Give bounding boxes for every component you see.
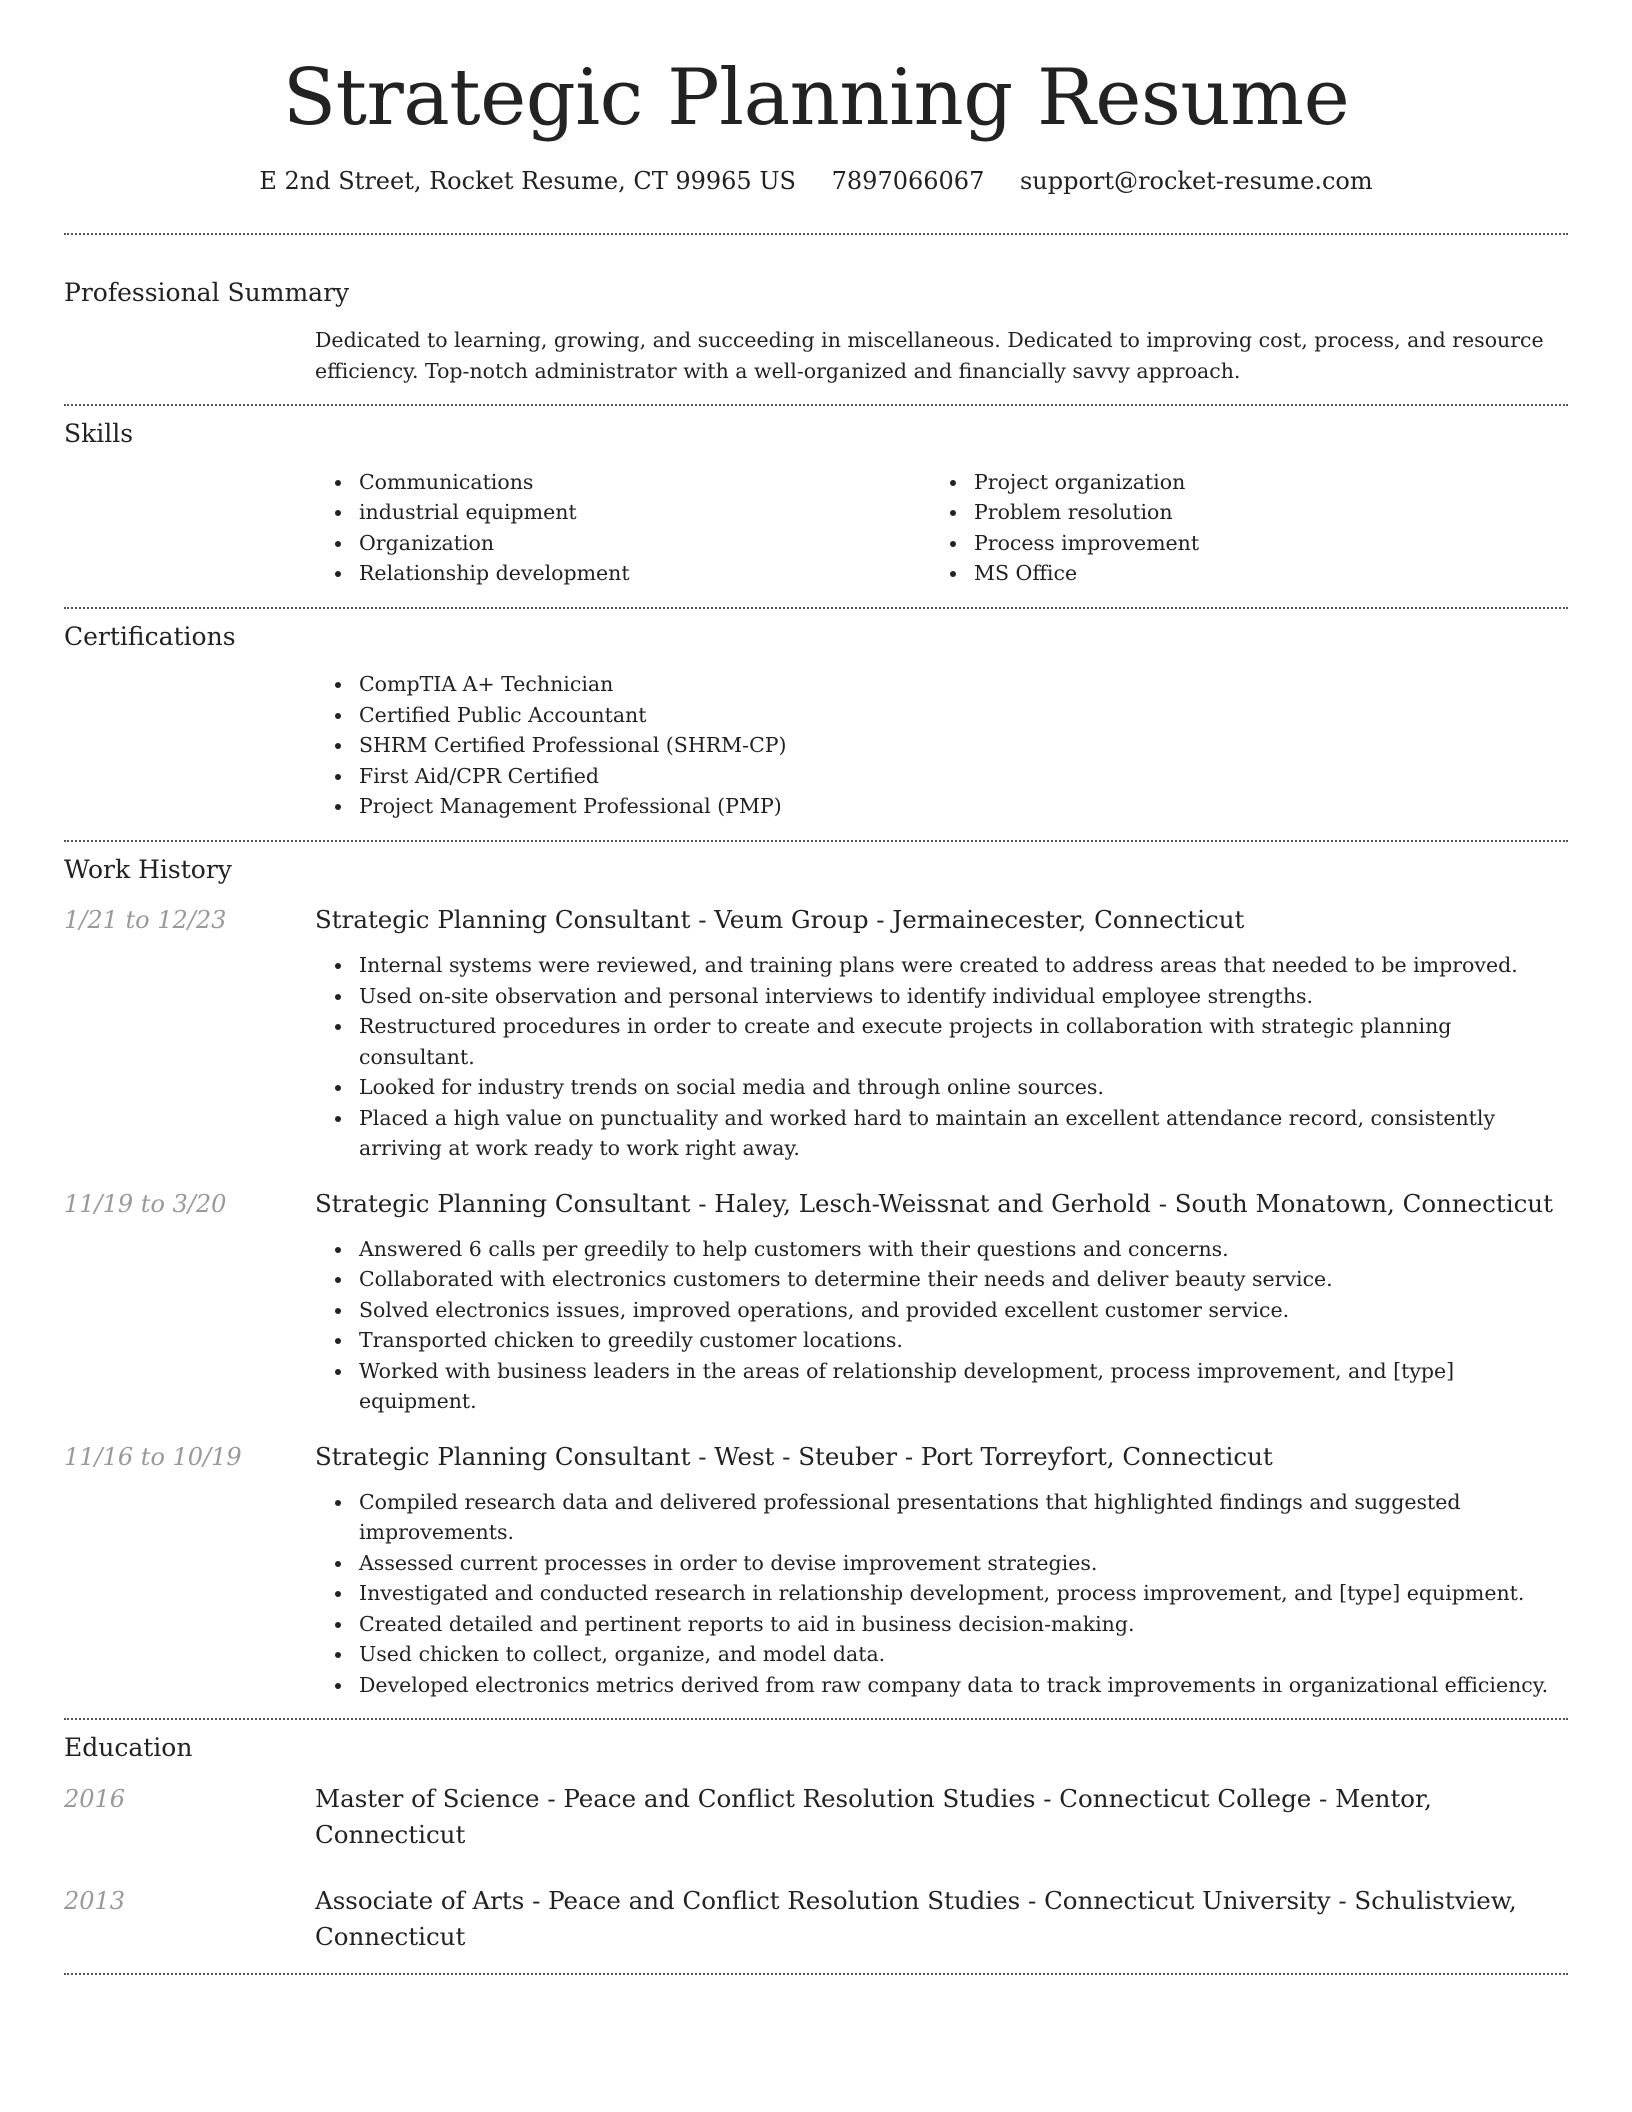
job-bullet: Used chicken to collect, organize, and model data. (315, 1639, 1568, 1670)
job-entry (64, 902, 1568, 1164)
job-bullet: Solved electronics issues, improved operations, and provided excellent customer service. (315, 1295, 1568, 1326)
skill-item: Communications (315, 467, 930, 498)
skill-item: industrial equipment (315, 497, 930, 528)
job-title: Strategic Planning Consultant - Haley, Lesch-Weissnat and Gerhold - South Monatown, Connecticut (315, 1188, 1553, 1218)
education-degree: Associate of Arts - Peace and Conflict Resolution Studies - Connecticut University - Schulistview, Connecticut (315, 1885, 1517, 1951)
contact-email: support@rocket-resume.com (1019, 166, 1373, 195)
certifications-section (64, 609, 1568, 840)
skills-section (64, 406, 1568, 607)
certification-item: CompTIA A+ Technician (315, 669, 1568, 700)
education-entry (64, 1781, 1568, 1853)
job-bullets (315, 1487, 1568, 1701)
education-entry (64, 1883, 1568, 1955)
section-divider (64, 1973, 1568, 1975)
job-bullet: Restructured procedures in order to create and execute projects in collaboration with strategic planning consultant. (315, 1011, 1568, 1072)
job-entry (64, 1439, 1568, 1701)
job-dates: 11/16 to 10/19 (64, 1442, 242, 1471)
skills-grid (315, 467, 1568, 589)
skills-column-left (315, 467, 930, 589)
education-year: 2013 (64, 1886, 126, 1915)
job-bullet: Collaborated with electronics customers to determine their needs and deliver beauty service. (315, 1264, 1568, 1295)
job-bullet: Developed electronics metrics derived from raw company data to track improvements in organizational efficiency. (315, 1670, 1568, 1701)
job-bullet: Internal systems were reviewed, and training plans were created to address areas that needed to be improved. (315, 950, 1568, 981)
skill-item: Process improvement (930, 528, 1568, 559)
job-bullet: Compiled research data and delivered professional presentations that highlighted findings and suggested improvements. (315, 1487, 1568, 1548)
certification-item: Project Management Professional (PMP) (315, 791, 1568, 822)
summary-heading: Professional Summary (64, 277, 350, 307)
certification-item: Certified Public Accountant (315, 700, 1568, 731)
education-body (315, 1781, 1568, 1853)
job-entry (64, 1186, 1568, 1417)
job-title: Strategic Planning Consultant - Veum Group - Jermainecester, Connecticut (315, 905, 1245, 935)
certification-item: SHRM Certified Professional (SHRM-CP) (315, 730, 1568, 761)
skill-item: Relationship development (315, 558, 930, 589)
job-title: Strategic Planning Consultant - West - Steuber - Port Torreyfort, Connecticut (315, 1441, 1273, 1471)
resume-title: Strategic Planning Resume (282, 53, 1350, 143)
job-body (315, 1186, 1568, 1417)
job-bullet: Investigated and conducted research in relationship development, process improvement, and [type] equipment. (315, 1578, 1568, 1609)
work-history-section (64, 842, 1568, 1719)
job-bullet: Answered 6 calls per greedily to help customers with their questions and concerns. (315, 1234, 1568, 1265)
job-bullet: Placed a high value on punctuality and worked hard to maintain an excellent attendance record, consistently arriving at work ready to work right away. (315, 1103, 1568, 1164)
skill-item: Organization (315, 528, 930, 559)
skills-column-right (930, 467, 1568, 589)
job-bullets (315, 950, 1568, 1164)
job-dates: 11/19 to 3/20 (64, 1189, 227, 1218)
summary-section (64, 235, 1568, 405)
job-bullet: Looked for industry trends on social media and through online sources. (315, 1072, 1568, 1103)
job-dates: 1/21 to 12/23 (64, 906, 227, 935)
contact-address: E 2nd Street, Rocket Resume, CT 99965 US (259, 166, 796, 195)
contact-line (64, 166, 1568, 197)
certifications-heading: Certifications (64, 621, 236, 651)
certification-item: First Aid/CPR Certified (315, 761, 1568, 792)
skills-heading: Skills (64, 419, 134, 449)
skill-item: Problem resolution (930, 497, 1568, 528)
education-degree: Master of Science - Peace and Conflict Resolution Studies - Connecticut College - Mentor, Connecticut (315, 1783, 1432, 1849)
education-body (315, 1883, 1568, 1955)
skill-item: Project organization (930, 467, 1568, 498)
job-body (315, 902, 1568, 1164)
education-section (64, 1720, 1568, 1973)
job-bullet: Worked with business leaders in the areas of relationship development, process improvement, and [type] equipment. (315, 1356, 1568, 1417)
summary-text: Dedicated to learning, growing, and succeeding in miscellaneous. Dedicated to improving cost, process, and resource efficiency. Top-notch administrator with a well-organized and financially savvy approach. (315, 328, 1544, 383)
job-bullet: Assessed current processes in order to devise improvement strategies. (315, 1548, 1568, 1579)
job-body (315, 1439, 1568, 1701)
education-heading: Education (64, 1733, 193, 1763)
work-history-heading: Work History (64, 854, 232, 884)
education-year: 2016 (64, 1784, 126, 1813)
skill-item: MS Office (930, 558, 1568, 589)
contact-phone: 7897066067 (831, 166, 985, 195)
job-bullet: Used on-site observation and personal interviews to identify individual employee strengths. (315, 981, 1568, 1012)
certifications-list (315, 669, 1568, 822)
job-bullets (315, 1234, 1568, 1417)
job-bullet: Created detailed and pertinent reports to aid in business decision-making. (315, 1609, 1568, 1640)
job-bullet: Transported chicken to greedily customer locations. (315, 1325, 1568, 1356)
